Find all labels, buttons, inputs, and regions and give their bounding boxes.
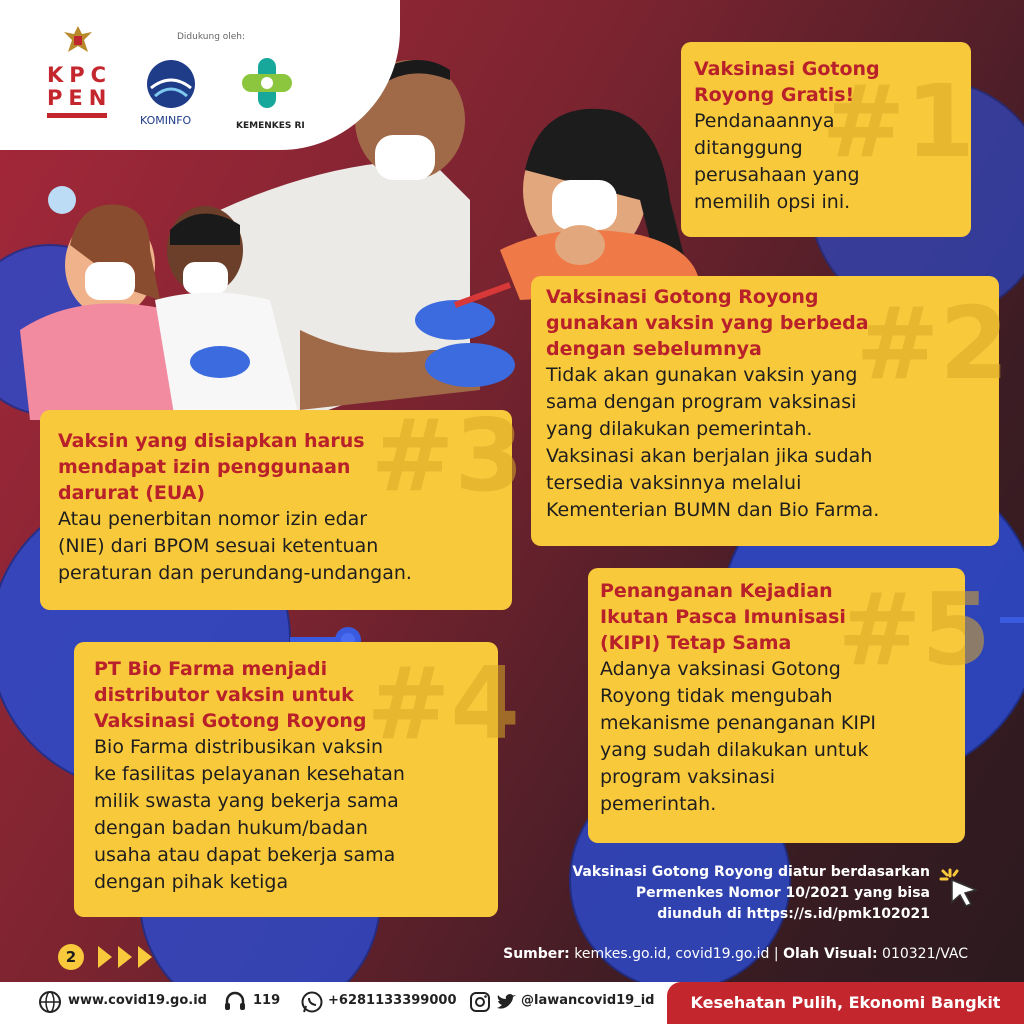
card-body-line: milik swasta yang bekerja sama <box>94 790 399 812</box>
whatsapp-number[interactable]: +6281133399000 <box>328 993 457 1008</box>
card-title-line: dengan sebelumnya <box>546 338 762 360</box>
card-title-line: distributor vaksin untuk <box>94 684 354 706</box>
card-body-line: Tidak akan gunakan vaksin yang <box>546 364 858 386</box>
card-title-line: gunakan vaksin yang berbeda <box>546 312 869 334</box>
card-title-line: PT Bio Farma menjadi <box>94 658 328 680</box>
garuda-emblem-icon <box>60 22 96 58</box>
page-number: 2 <box>65 948 77 966</box>
card-body-line: dengan badan hukum/badan <box>94 817 368 839</box>
kpc-pen-logo <box>47 64 111 118</box>
visual-value: 010321/VAC <box>882 946 968 962</box>
card-title-line: mendapat izin penggunaan <box>58 456 351 478</box>
headset-icon <box>223 990 247 1014</box>
card-body-line: tersedia vaksinnya melalui <box>546 472 802 494</box>
card-title-line: (KIPI) Tetap Sama <box>600 632 792 654</box>
card-title-line: Vaksinasi Gotong <box>694 58 880 80</box>
card-2 <box>531 276 1009 546</box>
supported-by-text: Didukung oleh: <box>177 32 246 42</box>
card-4 <box>74 642 520 917</box>
card-number: #4 <box>366 645 520 762</box>
card-title-line: darurat (EUA) <box>58 482 206 504</box>
kpc-text: KPC <box>47 63 113 87</box>
card-title-line: Vaksin yang disiapkan harus <box>58 430 365 452</box>
card-5 <box>588 568 991 843</box>
kemenkes-text: KEMENKES RI <box>236 121 305 131</box>
source-line <box>420 946 968 962</box>
card-body-line: dengan pihak ketiga <box>94 871 289 893</box>
card-title-line: Royong Gratis! <box>694 84 855 106</box>
card-body-line: usaha atau dapat bekerja sama <box>94 844 396 866</box>
cursor-click-icon <box>938 866 982 910</box>
card-body-line: peraturan dan perundang-undangan. <box>58 562 412 584</box>
hotline-number[interactable]: 119 <box>253 993 281 1008</box>
card-title-line: Vaksinasi Gotong Royong <box>546 286 819 308</box>
pen-text: PEN <box>47 86 113 110</box>
card-number: #3 <box>370 397 524 514</box>
card-number: #5 <box>837 571 991 688</box>
logo-panel <box>0 0 400 150</box>
card-body-line: Royong tidak mengubah <box>600 685 833 707</box>
instagram-icon <box>468 990 492 1014</box>
kominfo-text: KOMINFO <box>140 114 192 127</box>
card-body-line: memilih opsi ini. <box>694 191 851 213</box>
card-body-line: program vaksinasi <box>600 766 776 788</box>
patient-girl-illustration <box>500 109 700 300</box>
globe-icon <box>38 990 62 1014</box>
card-body-line: ke fasilitas pelayanan kesehatan <box>94 763 405 785</box>
card-body-line: Bio Farma distribusikan vaksin <box>94 736 384 758</box>
regulation-note <box>470 862 930 925</box>
kemenkes-logo-icon <box>236 52 298 114</box>
card-number: #2 <box>855 285 1009 402</box>
card-title-line: Ikutan Pasca Imunisasi <box>600 606 846 628</box>
source-value: kemkes.go.id, covid19.go.id <box>574 946 770 962</box>
card-title-line: Vaksinasi Gotong Royong <box>94 710 367 732</box>
card-body-line: yang sudah dilakukan untuk <box>600 739 869 761</box>
card-number: #1 <box>821 63 975 180</box>
card-body-line: sama dengan program vaksinasi <box>546 391 857 413</box>
small-virus-icon <box>48 186 76 214</box>
card-body-line: pemerintah. <box>600 793 717 815</box>
note-line: Permenkes Nomor 10/2021 yang bisa <box>635 885 930 901</box>
source-separator: | <box>773 946 779 962</box>
tagline-text: Kesehatan Pulih, Ekonomi Bangkit <box>690 993 1001 1012</box>
website-link[interactable]: www.covid19.go.id <box>68 993 207 1008</box>
footer-bar <box>0 982 1024 1024</box>
card-body-line: perusahaan yang <box>694 164 860 186</box>
card-body-line: Adanya vaksinasi Gotong <box>600 658 841 680</box>
card-body-line: ditanggung <box>694 137 803 159</box>
tagline-banner <box>667 982 1024 1024</box>
visual-label: Olah Visual: <box>783 946 878 962</box>
page-number-badge <box>58 944 84 970</box>
note-line: diunduh di https://s.id/pmk102021 <box>657 906 930 922</box>
card-body-line: Kementerian BUMN dan Bio Farma. <box>546 499 880 521</box>
kominfo-logo-icon <box>143 58 199 110</box>
card-body-line: Vaksinasi akan berjalan jika sudah <box>546 445 873 467</box>
whatsapp-icon <box>300 990 324 1014</box>
note-line: Vaksinasi Gotong Royong diatur berdasarkan <box>572 864 930 880</box>
card-body-line: mekanisme penanganan KIPI <box>600 712 877 734</box>
twitter-icon <box>494 990 518 1014</box>
card-body-line: yang dilakukan pemerintah. <box>546 418 813 440</box>
card-body-line: Pendanaannya <box>694 110 835 132</box>
social-handle[interactable]: @lawancovid19_id <box>521 993 655 1008</box>
card-3 <box>40 397 524 610</box>
card-body-line: Atau penerbitan nomor izin edar <box>58 508 368 530</box>
card-1 <box>681 42 975 237</box>
next-arrows-icon <box>96 944 158 970</box>
card-title-line: Penanganan Kejadian <box>600 580 833 602</box>
card-body-line: (NIE) dari BPOM sesuai ketentuan <box>58 535 379 557</box>
source-label: Sumber: <box>503 946 570 962</box>
